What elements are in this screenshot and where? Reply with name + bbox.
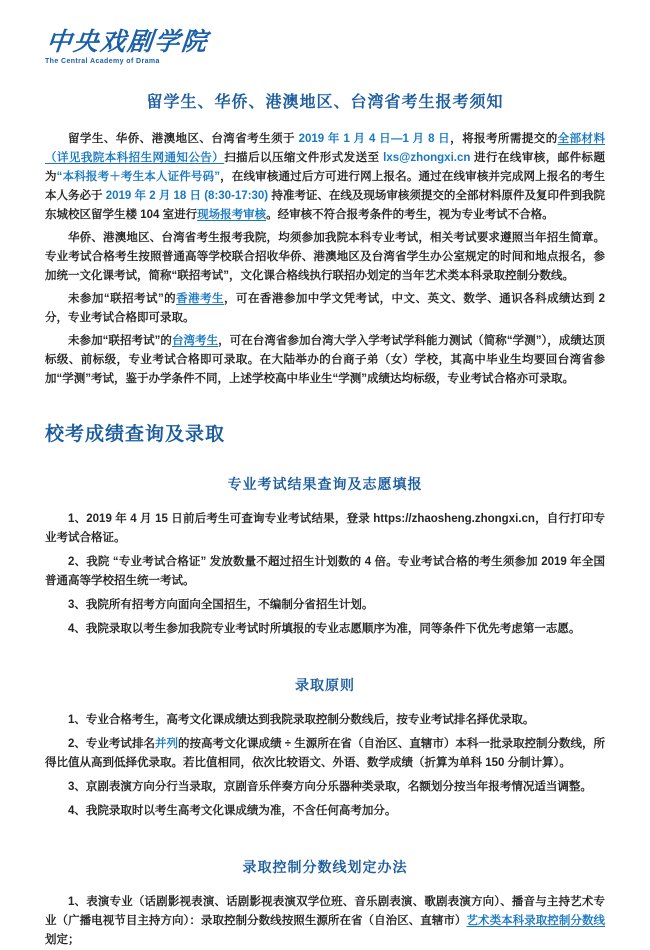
text-run: 2、我院 “专业考试合格证” 发放数量不超过招生计划数的 4 倍。专业考试合格的考生须参加 2019 年全国普通高等学校招生统一考试。 (45, 556, 605, 587)
taiwan-candidates-highlight: 台湾考生 (171, 335, 219, 347)
cutoff-items (45, 893, 605, 950)
results-url-link[interactable]: https://zhaosheng.zhongxi.cn (373, 513, 535, 525)
subsection-heading-cutoff: 录取控制分数线划定办法 (242, 859, 408, 875)
text-run: 1、2019 年 4 月 15 日前后考生可查询专业考试结果，登录 (68, 513, 374, 525)
text-run: 2、专业考试排名 (68, 738, 155, 750)
paragraph (45, 229, 605, 286)
principles-items (45, 711, 605, 821)
email-subject-format: “本科报考＋考生本人证件号码” (56, 171, 221, 183)
subsection-heading-query: 专业考试结果查询及志愿填报 (227, 476, 423, 492)
text-run: 1、表演专业（话剧影视表演、话剧影视表演双学位班、音乐剧表演、歌剧表演方向）、播音与主持艺术专业（广播电视节目主持方向）：录取控制分数线按照生源所在省（自治区、直辖市） (45, 896, 605, 927)
school-logo (45, 28, 605, 65)
art-cutoff-line-highlight: 艺术类本科录取控制分数线 (466, 915, 605, 927)
text-run: 留学生、华侨、港澳地区、台湾省考生须于 (68, 133, 299, 145)
text-run: ，可在香港参加中学文凭考试，中文、英文、数学、通识各科成绩达到 2 分，专业考试合格即可录取。 (45, 293, 606, 324)
text-run: ，自行打印专业考试合格证。 (45, 513, 605, 544)
tied-rank-highlight: 并列 (154, 738, 178, 750)
text-run: ，在线审核通过后方可进行网上报名。通过在线审核并完成网上报名的考生本人务必于 (45, 171, 606, 202)
school-logo-chinese: 中央戏剧学院 (45, 27, 211, 56)
paragraph (45, 711, 605, 730)
subsection-query (45, 474, 605, 639)
paragraph (45, 553, 605, 591)
paragraph (45, 510, 605, 548)
text-run: 4、我院录取时以考生高考文化课成绩为准，不含任何高考加分。 (68, 805, 397, 817)
text-run: 4、我院录取以考生参加我院专业考试时所填报的专业志愿顺序为准，同等条件下优先考虑第一志愿。 (68, 623, 581, 635)
query-items (45, 510, 605, 639)
subsection-cutoff (45, 857, 605, 950)
paragraph (45, 802, 605, 821)
text-run: 1、专业合格考生，高考文化课成绩达到我院录取控制分数线后，按专业考试排名择优录取。 (68, 714, 535, 726)
text-run: 进行在线审核，邮件标题为 (45, 152, 605, 183)
text-run: 3、京剧表演方向分行当录取，京剧音乐伴奏方向分乐器种类录取，名额划分按当年报考情况适当调整。 (68, 781, 592, 793)
text-run: 扫描后以压缩文件形式发送至 (224, 152, 384, 164)
paragraph (45, 735, 605, 773)
text-run: 划定； (45, 934, 80, 946)
subsection-principles (45, 675, 605, 821)
online-submission-dates: 2019 年 1 月 4 日—1 月 8 日 (298, 133, 451, 145)
text-run: 持准考证、在线及现场审核须提交的全部材料原件及复印件到我院东城校区留学生楼 104 室进行 (45, 190, 606, 221)
school-logo-english: The Central Academy of Drama (45, 58, 160, 65)
materials-notice-link[interactable]: 全部材料（详见我院本科招生网通知公告） (45, 133, 605, 164)
paragraph (45, 332, 605, 389)
section-heading-results: 校考成绩查询及录取 (45, 424, 226, 445)
paragraph (45, 130, 605, 225)
email-link[interactable]: lxs@zhongxi.cn (383, 152, 471, 164)
text-run: ，将报考所需提交的 (450, 133, 558, 145)
notice-title: 留学生、华侨、港澳地区、台湾省考生报考须知 (146, 94, 504, 111)
paragraph (45, 290, 605, 328)
paragraph (45, 620, 605, 639)
paragraph (45, 596, 605, 615)
text-run: 。经审核不符合报考条件的考生，视为专业考试不合格。 (266, 209, 554, 221)
onsite-review-highlight: 现场报考审核 (197, 209, 267, 221)
notice-paragraphs (45, 130, 605, 389)
text-run: 的按高考文化课成绩 ÷ 生源所在省（自治区、直辖市）本科一批录取控制分数线，所得比值从高到低择优录取。若比值相同，依次比较语文、外语、数学成绩（折算为单科 150 分制计算）。 (45, 738, 606, 769)
text-run: ，可在台湾省参加台湾大学入学考试学科能力测试（简称“学测”），成绩达顶标级、前标级，专业考试合格即可录取。在大陆举办的台商子弟（女）学校，其高中毕业生均要回台湾省参加“学测”考试，鉴于办学条件不同，上述学校高中毕业生“学测”成绩达均标级，专业考试合格亦可录取。 (45, 335, 605, 385)
text-run: 3、我院所有招考方向面向全国招生，不编制分省招生计划。 (68, 599, 374, 611)
paragraph (45, 778, 605, 797)
paragraph (45, 893, 605, 950)
text-run: 未参加“联招考试”的 (68, 335, 172, 347)
onsite-review-datetime: 2019 年 2 月 18 日 (8:30-17:30) (105, 190, 269, 202)
subsection-heading-principles: 录取原则 (295, 677, 355, 693)
text-run: 华侨、港澳地区、台湾省考生报考我院，均须参加我院本科专业考试，相关考试要求遵照当年招生简章。专业考试合格考生按照普通高等学校联合招收华侨、港澳地区及台湾省学生办公室规定的时间和地点报名，参加统一文化课考试，简称“联招考试”，文化课合格线执行联招办划定的当年艺术类本科录取控制分数线。 (45, 232, 605, 282)
text-run: 未参加“联招考试”的 (68, 293, 177, 305)
hongkong-candidates-highlight: 香港考生 (176, 293, 225, 305)
